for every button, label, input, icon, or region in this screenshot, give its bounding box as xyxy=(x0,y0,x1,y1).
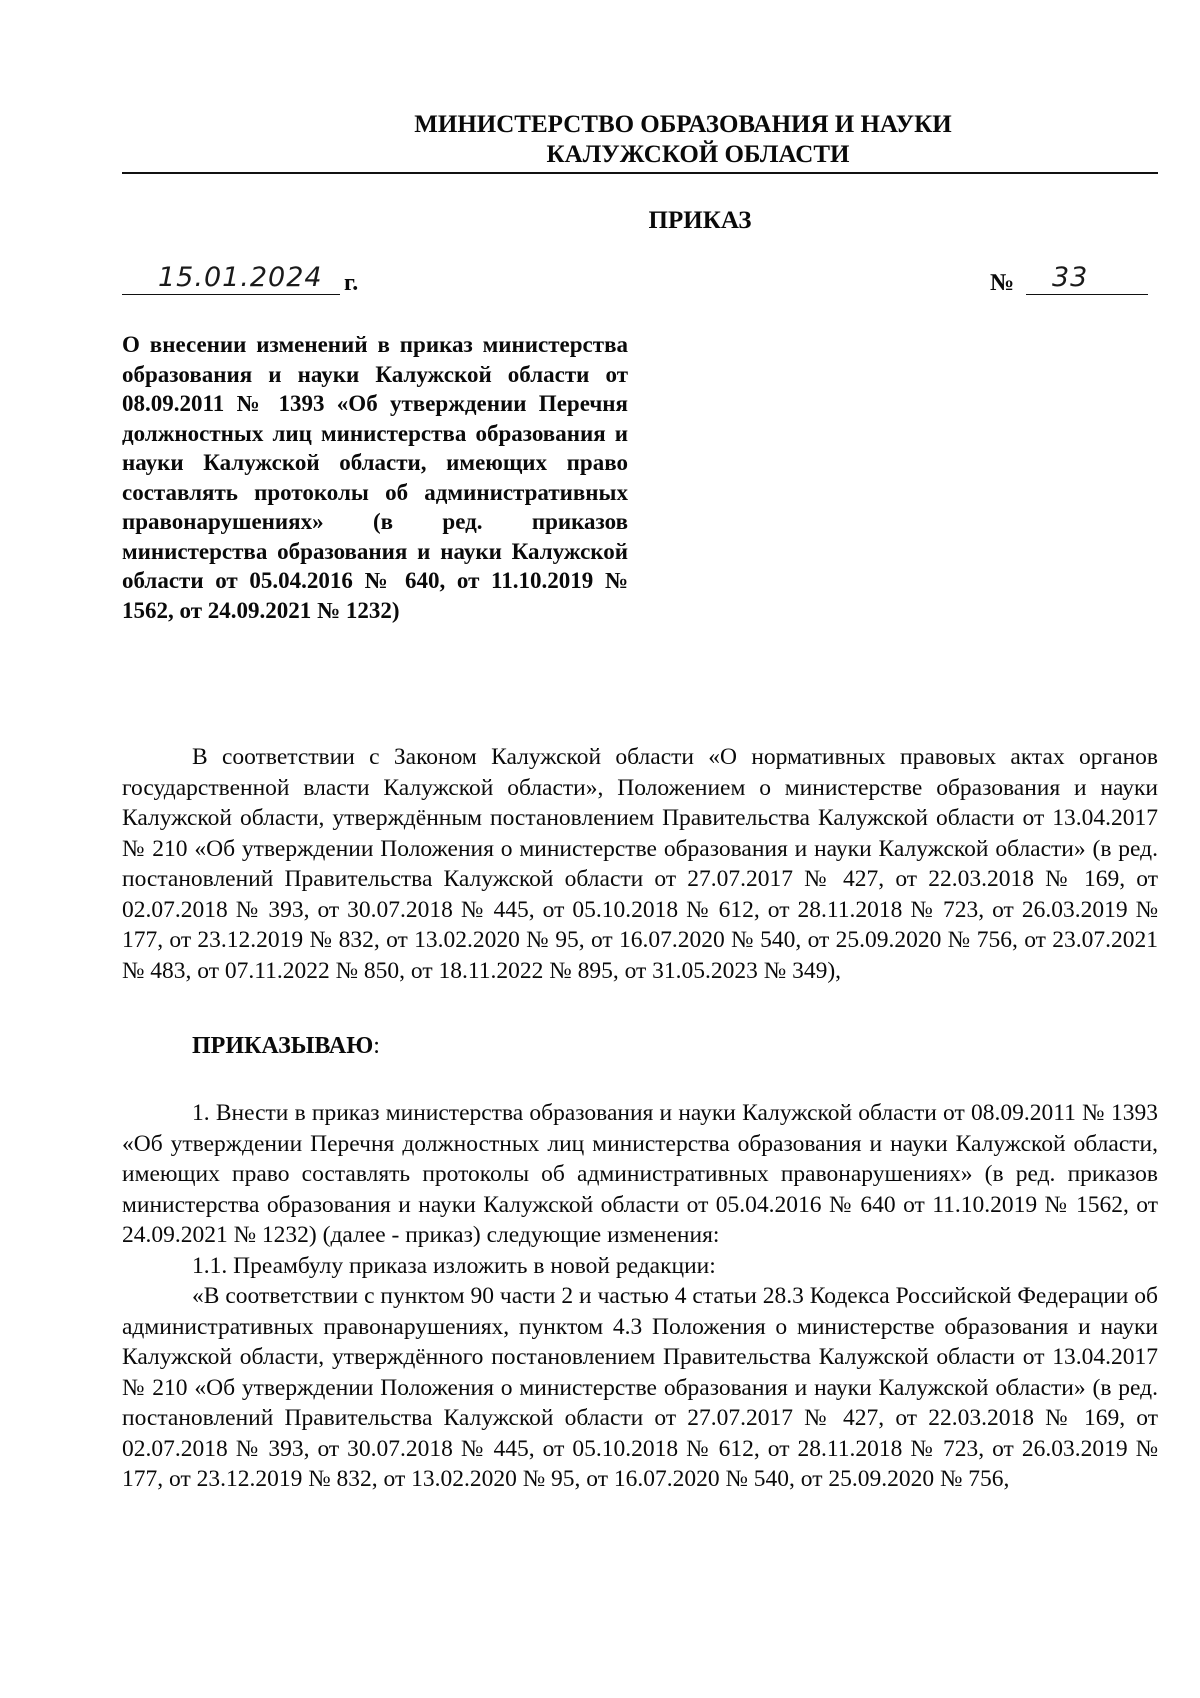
date-suffix: г. xyxy=(344,270,359,296)
number-label: № xyxy=(990,270,1015,296)
ministry-header xyxy=(122,110,1158,170)
document-title: ПРИКАЗ xyxy=(648,207,752,234)
order-directive-word: ПРИКАЗЫВАЮ xyxy=(192,1033,374,1059)
order-item-1: 1. Внести в приказ министерства образования и науки Калужской области от 08.09.2011 № 1393 «Об утверждении Перечня должностных лиц министерства образования и науки Калужской области, имеющих право составлять протоколы об административных правонарушениях» (в ред. приказов министерства образования и науки Калужской области от 05.04.2016 № 640 от 11.10.2019 № 1562, от 24.09.2021 № 1232) (далее - приказ) следующие изменения: xyxy=(122,1100,1158,1248)
header-divider xyxy=(122,172,1158,174)
order-items xyxy=(122,1098,1158,1495)
order-date xyxy=(122,264,372,298)
preamble-text: В соответствии с Законом Калужской области «О нормативных правовых актах органов государственной власти Калужской области», Положением о министерстве образования и науки Калужской области, утверждённым постановлением Правительства Калужской области от 13.04.2017 № 210 «Об утверждении Положения о министерстве образования и науки Калужской области» (в ред. постановлений Правительства Калужской области от 27.07.2017 № 427, от 22.03.2018 № 169, от 02.07.2018 № 393, от 30.07.2018 № 445, от 05.10.2018 № 612, от 28.11.2018 № 723, от 26.03.2019 № 177, от 23.12.2019 № 832, от 13.02.2020 № 95, от 16.07.2020 № 540, от 25.09.2020 № 756, от 23.07.2021 № 483, от 07.11.2022 № 850, от 18.11.2022 № 895, от 31.05.2023 № 349), xyxy=(122,744,1158,984)
date-underline xyxy=(122,294,340,295)
order-number xyxy=(990,264,1160,298)
handwritten-date: 15.01.2024 xyxy=(158,262,323,293)
ministry-name-line-2: КАЛУЖСКОЙ ОБЛАСТИ xyxy=(546,141,850,168)
order-item-1-1: 1.1. Преамбулу приказа изложить в новой редакции: xyxy=(192,1252,716,1279)
order-directive-colon: : xyxy=(373,1033,380,1059)
ministry-name-line-1: МИНИСТЕРСТВО ОБРАЗОВАНИЯ И НАУКИ xyxy=(414,111,952,138)
number-underline xyxy=(1026,294,1148,295)
order-subject: О внесении изменений в приказ министерства образования и науки Калужской области от 08.09.2011 № 1393 «Об утверждении Перечня должностных лиц министерства образования и науки Калужской области, имеющих право составлять протоколы об административных правонарушениях» (в ред. приказов министерства образования и науки Калужской области от 05.04.2016 № 640, от 11.10.2019 № 1562, от 24.09.2021 № 1232) xyxy=(122,332,628,623)
order-directive xyxy=(192,1033,380,1060)
handwritten-number: 33 xyxy=(1052,262,1089,293)
order-item-1-1-text: «В соответствии с пунктом 90 части 2 и частью 4 статьи 28.3 Кодекса Российской Федерации об административных правонарушениях, пунктом 4.3 Положения о министерстве образования и науки Калужской области, утверждённого постановлением Правительства Калужской области от 13.04.2017 № 210 «Об утверждении Положения о министерстве образования и науки Калужской области» (в ред. постановлений Правительства Калужской области от 27.07.2017 № 427, от 22.03.2018 № 169, от 02.07.2018 № 393, от 30.07.2018 № 445, от 05.10.2018 № 612, от 28.11.2018 № 723, от 26.03.2019 № 177, от 23.12.2019 № 832, от 13.02.2020 № 95, от 16.07.2020 № 540, от 25.09.2020 № 756, xyxy=(122,1283,1158,1492)
preamble-paragraph xyxy=(122,742,1158,986)
